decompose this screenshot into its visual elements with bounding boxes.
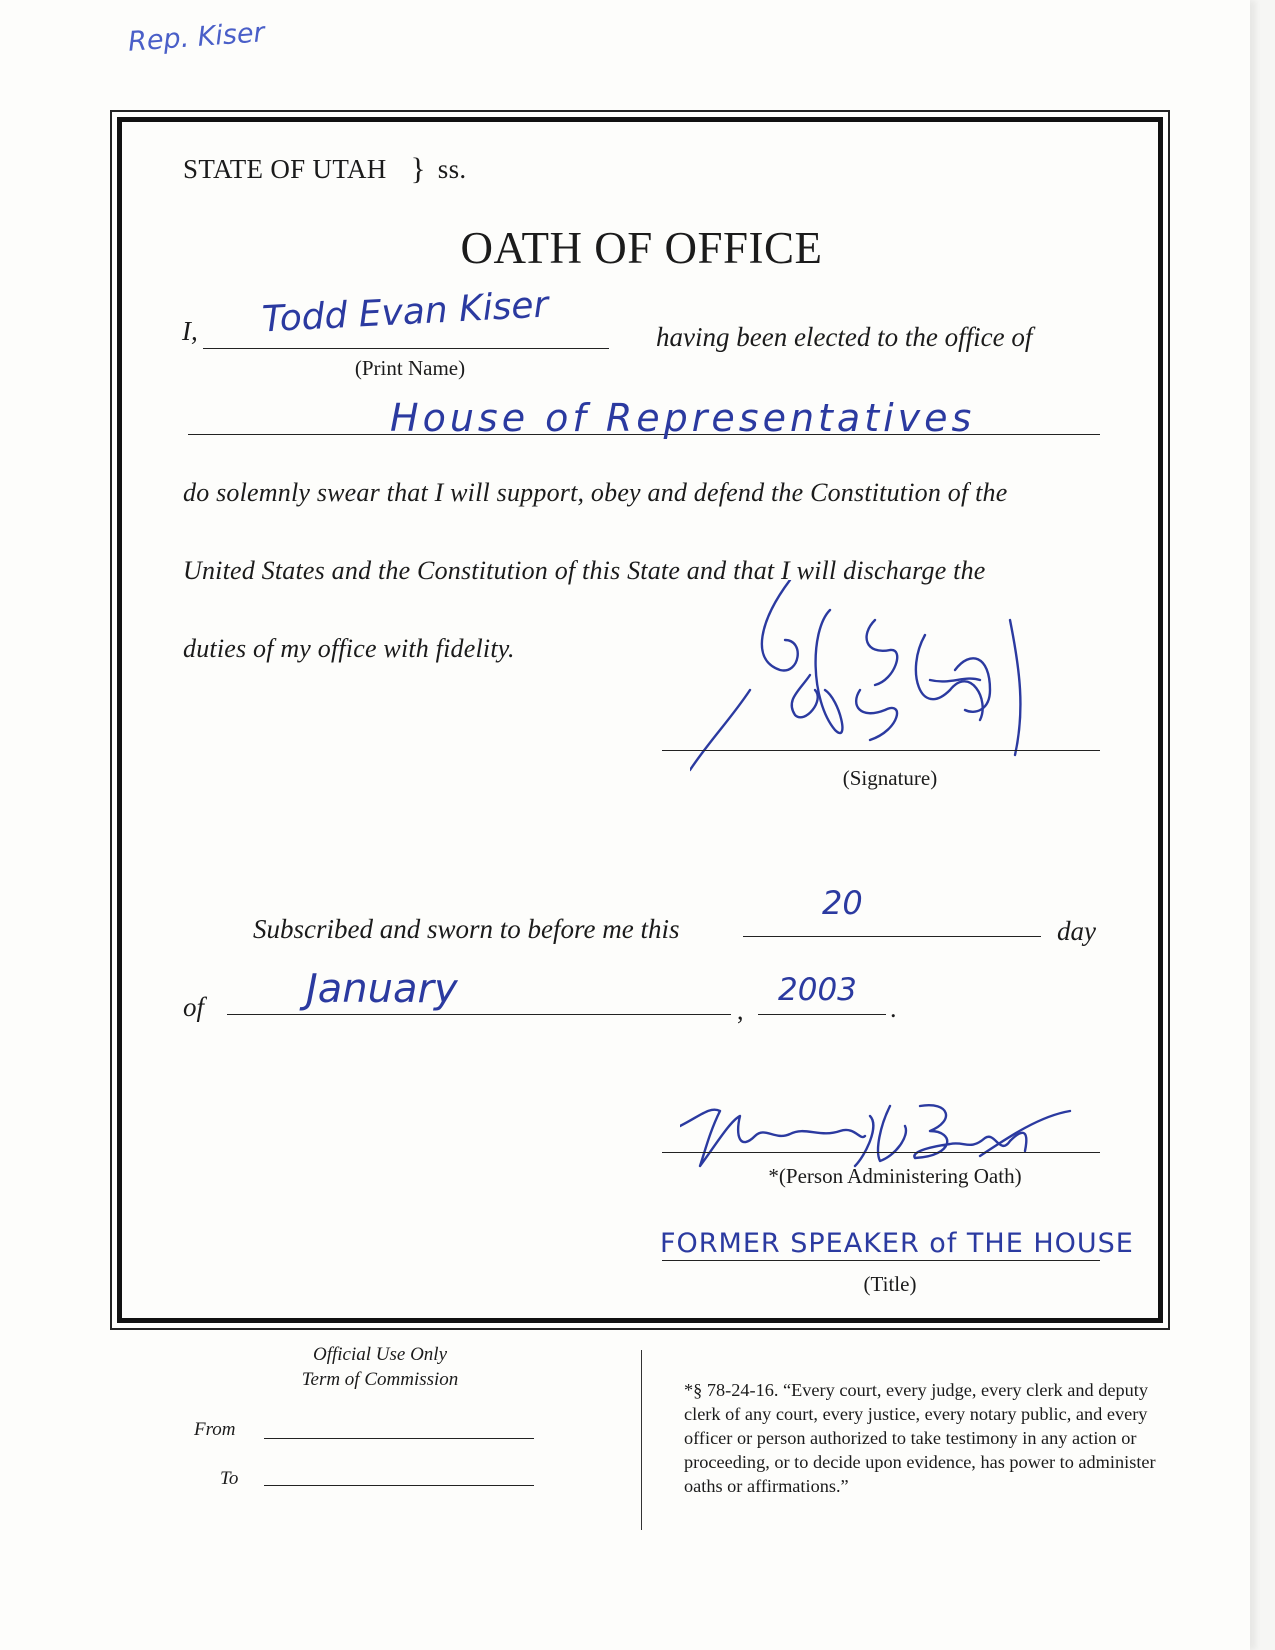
elected-text: having been elected to the office of bbox=[656, 322, 1033, 352]
administrator-title-value[interactable]: FORMER SPEAKER of THE HOUSE bbox=[660, 1228, 1134, 1259]
month-line bbox=[227, 1014, 731, 1015]
year-period: . bbox=[890, 994, 897, 1023]
handwritten-corner-note: Rep. Kiser bbox=[127, 17, 266, 58]
administrator-caption: *(Person Administering Oath) bbox=[768, 1164, 1022, 1188]
administrator-line bbox=[662, 1152, 1100, 1153]
to-label: To bbox=[220, 1468, 239, 1489]
oath-taker-signature-scribble bbox=[690, 580, 1070, 790]
statute-note bbox=[684, 1378, 1184, 1498]
month-value[interactable]: January bbox=[306, 966, 458, 1012]
day-line bbox=[743, 936, 1041, 937]
month-comma: , bbox=[737, 996, 744, 1025]
print-name-value[interactable]: Todd Evan Kiser bbox=[261, 284, 550, 341]
statute-text: *§ 78-24-16. “Every court, every judge, every clerk and deputy clerk of any court, every justice, every notary public, and every officer or person authorized to take testimony in any action or proceeding, or to decide upon evidence, has power to administer oaths or affirmations.” bbox=[684, 1380, 1156, 1496]
oath-text-line-3: duties of my office with fidelity. bbox=[183, 634, 515, 663]
day-value[interactable]: 20 bbox=[822, 884, 863, 922]
venue-brace: } bbox=[410, 151, 426, 186]
from-label: From bbox=[194, 1419, 236, 1440]
title-caption: (Title) bbox=[863, 1272, 917, 1296]
office-value[interactable]: House of Representatives bbox=[390, 396, 976, 440]
oath-text-line-1: do solemnly swear that I will support, obey and defend the Constitution of the bbox=[183, 478, 1008, 507]
print-name-caption: (Print Name) bbox=[354, 356, 466, 380]
official-use-heading bbox=[250, 1342, 510, 1392]
official-use-line: Official Use Only bbox=[312, 1344, 448, 1365]
signature-line bbox=[662, 750, 1100, 751]
state-name: STATE OF UTAH bbox=[183, 154, 387, 184]
document-title: OATH OF OFFICE bbox=[460, 223, 823, 273]
title-line bbox=[662, 1260, 1100, 1261]
venue-line bbox=[183, 150, 466, 186]
to-line[interactable] bbox=[264, 1485, 534, 1486]
oath-text-line-2: United States and the Constitution of this State and that I will discharge the bbox=[183, 556, 986, 585]
year-line bbox=[758, 1014, 886, 1015]
of-label: of bbox=[183, 992, 205, 1022]
from-line[interactable] bbox=[264, 1438, 534, 1439]
print-name-line bbox=[203, 348, 609, 349]
i-label: I, bbox=[182, 316, 198, 346]
ss-label: ss. bbox=[437, 154, 467, 184]
section-divider bbox=[641, 1350, 642, 1530]
signature-caption: (Signature) bbox=[842, 766, 938, 790]
day-label: day bbox=[1057, 916, 1096, 946]
term-of-commission-line: Term of Commission bbox=[301, 1369, 459, 1390]
year-value[interactable]: 2003 bbox=[778, 972, 857, 1008]
subscribed-text: Subscribed and sworn to before me this bbox=[253, 914, 680, 944]
